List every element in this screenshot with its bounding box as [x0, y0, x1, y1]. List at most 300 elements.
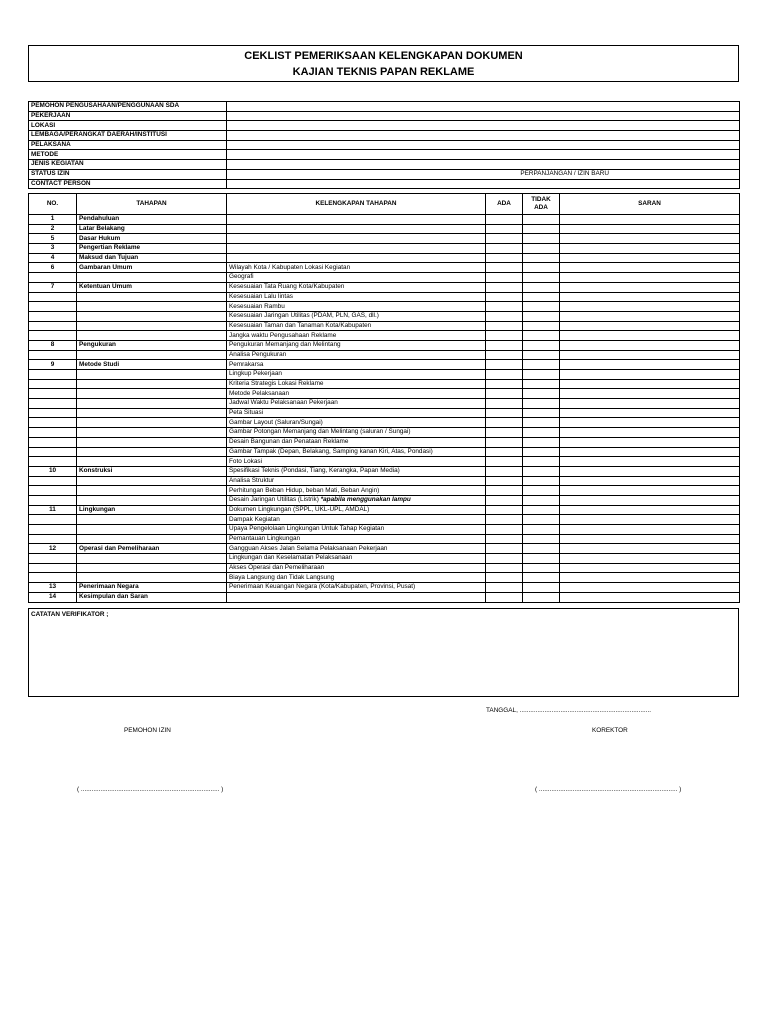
kelengkapan-text: Foto Lokasi — [229, 457, 263, 465]
kelengkapan-text: Dokumen Lingkungan (SPPL, UKL-UPL, AMDAL) — [229, 505, 370, 513]
row-kelengkapan — [227, 360, 486, 370]
kelengkapan-text: Desain Jaringan Utilitas (Listrik) — [229, 496, 319, 504]
row-kelengkapan — [227, 476, 486, 486]
ada-checkbox-cell[interactable] — [486, 302, 523, 312]
row-number: 6 — [29, 263, 77, 273]
verifier-notes-label: CATATAN VERIFIKATOR ; — [31, 611, 109, 618]
row-kelengkapan — [227, 428, 486, 438]
tidak-ada-checkbox-cell[interactable] — [523, 292, 560, 302]
kelengkapan-text: Pemrakarsa — [229, 360, 264, 368]
kelengkapan-text: Geografi — [229, 273, 254, 281]
row-kelengkapan — [227, 418, 486, 428]
row-tahapan — [77, 573, 227, 583]
row-kelengkapan — [227, 466, 486, 476]
kelengkapan-text: Lingkup Pekerjaan — [229, 370, 282, 378]
saran-field[interactable] — [560, 321, 740, 331]
saran-field[interactable] — [560, 389, 740, 399]
checklist-row — [29, 592, 740, 602]
checklist-row — [29, 428, 740, 438]
row-number — [29, 525, 77, 535]
row-number: 9 — [29, 360, 77, 370]
tidak-ada-checkbox-cell[interactable] — [523, 515, 560, 525]
kelengkapan-text: Pengukuran Memanjang dan Melintang — [229, 341, 341, 349]
checklist-header-row — [29, 194, 740, 215]
row-kelengkapan — [227, 534, 486, 544]
checklist-row — [29, 399, 740, 409]
document-title — [28, 45, 739, 82]
tidak-ada-checkbox-cell[interactable] — [523, 253, 560, 263]
saran-field[interactable] — [560, 408, 740, 418]
row-kelengkapan — [227, 592, 486, 602]
checklist-row — [29, 379, 740, 389]
checklist-row — [29, 534, 740, 544]
row-number — [29, 273, 77, 283]
saran-field[interactable] — [560, 370, 740, 380]
saran-field[interactable] — [560, 360, 740, 370]
checklist-row — [29, 253, 740, 263]
kelengkapan-text: Akses Operasi dan Pemeliharaan — [229, 564, 325, 572]
kelengkapan-text: Peta Situasi — [229, 409, 264, 417]
info-label: LOKASI — [29, 121, 227, 131]
saran-field[interactable] — [560, 399, 740, 409]
ada-checkbox-cell[interactable] — [486, 495, 523, 505]
checklist-row — [29, 573, 740, 583]
info-row — [29, 160, 740, 170]
tidak-ada-checkbox-cell[interactable] — [523, 534, 560, 544]
row-tahapan: Latar Belakang — [77, 224, 227, 234]
checklist-row — [29, 505, 740, 515]
info-value-field[interactable] — [227, 179, 740, 189]
row-kelengkapan — [227, 399, 486, 409]
kelengkapan-text: Kesesuaian Rambu — [229, 302, 285, 310]
tidak-ada-checkbox-cell[interactable] — [523, 486, 560, 496]
checklist-row — [29, 292, 740, 302]
verifier-notes-box[interactable] — [28, 608, 739, 697]
checklist-row — [29, 525, 740, 535]
info-label: CONTACT PERSON — [29, 179, 227, 189]
ada-checkbox-cell[interactable] — [486, 321, 523, 331]
ada-checkbox-cell[interactable] — [486, 447, 523, 457]
checklist-row — [29, 340, 740, 350]
info-row — [29, 121, 740, 131]
row-kelengkapan — [227, 282, 486, 292]
tidak-ada-checkbox-cell[interactable] — [523, 583, 560, 593]
row-number — [29, 573, 77, 583]
saran-field[interactable] — [560, 234, 740, 244]
tidak-ada-checkbox-cell[interactable] — [523, 544, 560, 554]
row-tahapan — [77, 292, 227, 302]
row-number — [29, 321, 77, 331]
saran-field[interactable] — [560, 292, 740, 302]
saran-field[interactable] — [560, 495, 740, 505]
tidak-ada-checkbox-cell[interactable] — [523, 379, 560, 389]
ada-checkbox-cell[interactable] — [486, 583, 523, 593]
info-row — [29, 102, 740, 112]
tidak-ada-checkbox-cell[interactable] — [523, 428, 560, 438]
kelengkapan-text: Wilayah Kota / Kabupaten Lokasi Kegiatan — [229, 263, 351, 271]
ada-checkbox-cell[interactable] — [486, 253, 523, 263]
row-tahapan — [77, 428, 227, 438]
applicant-signature-line: ( .............................................................................. ) — [77, 786, 224, 793]
row-kelengkapan — [227, 244, 486, 254]
ada-checkbox-cell[interactable] — [486, 457, 523, 467]
row-number — [29, 437, 77, 447]
saran-field[interactable] — [560, 302, 740, 312]
ada-checkbox-cell[interactable] — [486, 428, 523, 438]
tidak-ada-checkbox-cell[interactable] — [523, 234, 560, 244]
info-label: LEMBAGA/PERANGKAT DAERAH/INSTITUSI — [29, 131, 227, 141]
ada-checkbox-cell[interactable] — [486, 340, 523, 350]
tidak-ada-checkbox-cell[interactable] — [523, 370, 560, 380]
ada-checkbox-cell[interactable] — [486, 592, 523, 602]
tidak-ada-checkbox-cell[interactable] — [523, 437, 560, 447]
info-value-field[interactable] — [227, 150, 740, 160]
row-number — [29, 302, 77, 312]
tidak-ada-checkbox-cell[interactable] — [523, 592, 560, 602]
ada-checkbox-cell[interactable] — [486, 292, 523, 302]
row-tahapan: Konstruksi — [77, 466, 227, 476]
saran-field[interactable] — [560, 215, 740, 225]
title-line-2: KAJIAN TEKNIS PAPAN REKLAME — [292, 66, 475, 78]
saran-field[interactable] — [560, 563, 740, 573]
saran-field[interactable] — [560, 505, 740, 515]
ada-checkbox-cell[interactable] — [486, 408, 523, 418]
saran-field[interactable] — [560, 331, 740, 341]
row-kelengkapan — [227, 495, 486, 505]
row-kelengkapan — [227, 321, 486, 331]
tidak-ada-checkbox-cell[interactable] — [523, 505, 560, 515]
ada-checkbox-cell[interactable] — [486, 389, 523, 399]
ada-checkbox-cell[interactable] — [486, 563, 523, 573]
row-number: 7 — [29, 282, 77, 292]
ada-checkbox-cell[interactable] — [486, 544, 523, 554]
tidak-ada-checkbox-cell[interactable] — [523, 340, 560, 350]
ada-checkbox-cell[interactable] — [486, 466, 523, 476]
ada-checkbox-cell[interactable] — [486, 350, 523, 360]
corrector-signature-line: ( .............................................................................. ) — [535, 786, 682, 793]
saran-field[interactable] — [560, 476, 740, 486]
tidak-ada-checkbox-cell[interactable] — [523, 525, 560, 535]
row-number: 8 — [29, 340, 77, 350]
tidak-ada-checkbox-cell[interactable] — [523, 321, 560, 331]
tidak-ada-checkbox-cell[interactable] — [523, 273, 560, 283]
saran-field[interactable] — [560, 244, 740, 254]
tidak-ada-checkbox-cell[interactable] — [523, 311, 560, 321]
checklist-row — [29, 544, 740, 554]
checklist-row — [29, 234, 740, 244]
saran-field[interactable] — [560, 350, 740, 360]
tidak-ada-checkbox-cell[interactable] — [523, 554, 560, 564]
status-options: PERPANJANGAN / IZIN BARU — [227, 169, 740, 179]
checklist-row — [29, 486, 740, 496]
row-number — [29, 389, 77, 399]
kelengkapan-note: *apabila menggunakan lampu — [320, 496, 411, 504]
ada-checkbox-cell[interactable] — [486, 399, 523, 409]
info-label: PEKERJAAN — [29, 111, 227, 121]
date-line: TANGGAL, .......................................................................... — [486, 707, 652, 714]
saran-field[interactable] — [560, 554, 740, 564]
checklist-row — [29, 224, 740, 234]
row-tahapan: Penerimaan Negara — [77, 583, 227, 593]
ada-checkbox-cell[interactable] — [486, 486, 523, 496]
checklist-row — [29, 476, 740, 486]
kelengkapan-text: Gangguan Akses Jalan Selama Pelaksanaan Pekerjaan — [229, 544, 388, 552]
checklist-row — [29, 273, 740, 283]
kelengkapan-text: Kesesuaian Lalu lintas — [229, 292, 293, 300]
kelengkapan-text: Upaya Pengelolaan Lingkungan Untuk Tahap Kegiatan — [229, 525, 385, 533]
row-tahapan — [77, 525, 227, 535]
saran-field[interactable] — [560, 263, 740, 273]
ada-checkbox-cell[interactable] — [486, 273, 523, 283]
tidak-ada-checkbox-cell[interactable] — [523, 215, 560, 225]
row-tahapan: Gambaran Umum — [77, 263, 227, 273]
row-number — [29, 457, 77, 467]
saran-field[interactable] — [560, 466, 740, 476]
saran-field[interactable] — [560, 273, 740, 283]
row-tahapan: Maksud dan Tujuan — [77, 253, 227, 263]
ada-checkbox-cell[interactable] — [486, 370, 523, 380]
tidak-ada-checkbox-cell[interactable] — [523, 399, 560, 409]
row-number: 2 — [29, 224, 77, 234]
ada-checkbox-cell[interactable] — [486, 234, 523, 244]
tidak-ada-checkbox-cell[interactable] — [523, 447, 560, 457]
saran-field[interactable] — [560, 379, 740, 389]
row-tahapan: Ketentuan Umum — [77, 282, 227, 292]
tidak-ada-checkbox-cell[interactable] — [523, 331, 560, 341]
kelengkapan-text: Lingkungan dan Keselamatan Pelaksanaan — [229, 554, 353, 562]
saran-field[interactable] — [560, 253, 740, 263]
row-number: 1 — [29, 215, 77, 225]
row-kelengkapan — [227, 302, 486, 312]
ada-checkbox-cell[interactable] — [486, 515, 523, 525]
tidak-ada-checkbox-cell[interactable] — [523, 466, 560, 476]
row-kelengkapan — [227, 215, 486, 225]
row-tahapan — [77, 495, 227, 505]
row-kelengkapan — [227, 505, 486, 515]
saran-field[interactable] — [560, 534, 740, 544]
saran-field[interactable] — [560, 544, 740, 554]
info-value-field[interactable] — [227, 111, 740, 121]
tidak-ada-checkbox-cell[interactable] — [523, 244, 560, 254]
row-kelengkapan — [227, 437, 486, 447]
kelengkapan-text: Penerimaan Keuangan Negara (Kota/Kabupaten, Provinsi, Pusat) — [229, 583, 416, 591]
row-tahapan: Operasi dan Pemeliharaan — [77, 544, 227, 554]
row-kelengkapan — [227, 583, 486, 593]
row-kelengkapan — [227, 263, 486, 273]
ada-checkbox-cell[interactable] — [486, 282, 523, 292]
ada-checkbox-cell[interactable] — [486, 418, 523, 428]
checklist-row — [29, 466, 740, 476]
row-tahapan — [77, 515, 227, 525]
saran-field[interactable] — [560, 486, 740, 496]
checklist-row — [29, 583, 740, 593]
checklist-row — [29, 408, 740, 418]
tidak-ada-checkbox-cell[interactable] — [523, 282, 560, 292]
row-kelengkapan — [227, 447, 486, 457]
kelengkapan-text: Desain Bangunan dan Penataan Reklame — [229, 438, 349, 446]
info-label: STATUS IZIN — [29, 169, 227, 179]
row-number: 11 — [29, 505, 77, 515]
ada-checkbox-cell[interactable] — [486, 360, 523, 370]
row-kelengkapan — [227, 486, 486, 496]
row-number — [29, 428, 77, 438]
checklist-row — [29, 331, 740, 341]
ada-checkbox-cell[interactable] — [486, 331, 523, 341]
header-saran: SARAN — [560, 194, 740, 215]
tidak-ada-checkbox-cell[interactable] — [523, 360, 560, 370]
info-value-field[interactable] — [227, 131, 740, 141]
row-tahapan: Lingkungan — [77, 505, 227, 515]
checklist-row — [29, 215, 740, 225]
saran-field[interactable] — [560, 573, 740, 583]
info-value-field[interactable] — [227, 140, 740, 150]
checklist-row — [29, 282, 740, 292]
saran-field[interactable] — [560, 418, 740, 428]
saran-field[interactable] — [560, 437, 740, 447]
saran-field[interactable] — [560, 224, 740, 234]
header-no: NO. — [29, 194, 77, 215]
row-tahapan — [77, 437, 227, 447]
row-tahapan — [77, 476, 227, 486]
checklist-row — [29, 418, 740, 428]
saran-field[interactable] — [560, 447, 740, 457]
row-number: 10 — [29, 466, 77, 476]
row-kelengkapan — [227, 350, 486, 360]
checklist-row — [29, 244, 740, 254]
row-kelengkapan — [227, 515, 486, 525]
row-number — [29, 418, 77, 428]
row-tahapan — [77, 321, 227, 331]
saran-field[interactable] — [560, 340, 740, 350]
title-line-1: CEKLIST PEMERIKSAAN KELENGKAPAN DOKUMEN — [244, 50, 523, 62]
tidak-ada-checkbox-cell[interactable] — [523, 418, 560, 428]
kelengkapan-text: Dampak Kegiatan — [229, 515, 280, 523]
row-tahapan — [77, 408, 227, 418]
row-kelengkapan — [227, 340, 486, 350]
ada-checkbox-cell[interactable] — [486, 311, 523, 321]
tidak-ada-checkbox-cell[interactable] — [523, 563, 560, 573]
info-value-field[interactable] — [227, 102, 740, 112]
row-number — [29, 331, 77, 341]
row-kelengkapan — [227, 292, 486, 302]
kelengkapan-text: Jangka waktu Pengusahaan Reklame — [229, 331, 337, 339]
kelengkapan-text: Kesesuaian Tata Ruang Kota/Kabupaten — [229, 283, 345, 291]
saran-field[interactable] — [560, 311, 740, 321]
row-number — [29, 515, 77, 525]
row-kelengkapan — [227, 370, 486, 380]
ada-checkbox-cell[interactable] — [486, 476, 523, 486]
row-number — [29, 447, 77, 457]
kelengkapan-text: Metode Pelaksanaan — [229, 389, 290, 397]
info-row — [29, 131, 740, 141]
tidak-ada-checkbox-cell[interactable] — [523, 224, 560, 234]
row-tahapan: Pengukuran — [77, 340, 227, 350]
ada-checkbox-cell[interactable] — [486, 379, 523, 389]
saran-field[interactable] — [560, 282, 740, 292]
kelengkapan-text: Analisa Pengukuran — [229, 350, 287, 358]
row-number — [29, 370, 77, 380]
tidak-ada-checkbox-cell[interactable] — [523, 457, 560, 467]
checklist-row — [29, 515, 740, 525]
saran-field[interactable] — [560, 457, 740, 467]
row-kelengkapan — [227, 234, 486, 244]
row-number — [29, 534, 77, 544]
info-value-field[interactable] — [227, 160, 740, 170]
row-kelengkapan — [227, 408, 486, 418]
tidak-ada-checkbox-cell[interactable] — [523, 263, 560, 273]
saran-field[interactable] — [560, 583, 740, 593]
row-kelengkapan — [227, 544, 486, 554]
row-number — [29, 379, 77, 389]
checklist-row — [29, 495, 740, 505]
tidak-ada-checkbox-cell[interactable] — [523, 495, 560, 505]
kelengkapan-text: Kriteria Strategis Lokasi Reklame — [229, 380, 324, 388]
row-kelengkapan — [227, 311, 486, 321]
row-tahapan — [77, 486, 227, 496]
header-tahapan: TAHAPAN — [77, 194, 227, 215]
ada-checkbox-cell[interactable] — [486, 505, 523, 515]
ada-checkbox-cell[interactable] — [486, 215, 523, 225]
row-kelengkapan — [227, 573, 486, 583]
row-number — [29, 350, 77, 360]
ada-checkbox-cell[interactable] — [486, 525, 523, 535]
row-number — [29, 495, 77, 505]
saran-field[interactable] — [560, 525, 740, 535]
ada-checkbox-cell[interactable] — [486, 437, 523, 447]
checklist-row — [29, 302, 740, 312]
saran-field[interactable] — [560, 515, 740, 525]
row-kelengkapan — [227, 331, 486, 341]
row-number: 4 — [29, 253, 77, 263]
ada-checkbox-cell[interactable] — [486, 554, 523, 564]
info-label: PEMOHON PENGUSAHAAN/PENGGUNAAN SDA — [29, 102, 227, 112]
row-tahapan — [77, 350, 227, 360]
tidak-ada-checkbox-cell[interactable] — [523, 573, 560, 583]
row-tahapan — [77, 379, 227, 389]
ada-checkbox-cell[interactable] — [486, 244, 523, 254]
checklist-row — [29, 389, 740, 399]
row-number — [29, 408, 77, 418]
tidak-ada-checkbox-cell[interactable] — [523, 408, 560, 418]
checklist-row — [29, 563, 740, 573]
row-number — [29, 292, 77, 302]
ada-checkbox-cell[interactable] — [486, 573, 523, 583]
tidak-ada-checkbox-cell[interactable] — [523, 302, 560, 312]
info-value-field[interactable] — [227, 121, 740, 131]
checklist-row — [29, 321, 740, 331]
ada-checkbox-cell[interactable] — [486, 534, 523, 544]
ada-checkbox-cell[interactable] — [486, 263, 523, 273]
saran-field[interactable] — [560, 428, 740, 438]
tidak-ada-checkbox-cell[interactable] — [523, 350, 560, 360]
row-tahapan — [77, 311, 227, 321]
saran-field[interactable] — [560, 592, 740, 602]
row-tahapan — [77, 554, 227, 564]
row-tahapan — [77, 389, 227, 399]
row-kelengkapan — [227, 389, 486, 399]
row-number — [29, 476, 77, 486]
row-kelengkapan — [227, 224, 486, 234]
ada-checkbox-cell[interactable] — [486, 224, 523, 234]
tidak-ada-checkbox-cell[interactable] — [523, 476, 560, 486]
row-tahapan — [77, 447, 227, 457]
kelengkapan-text: Pemantauan Lingkungan — [229, 535, 301, 543]
tidak-ada-checkbox-cell[interactable] — [523, 389, 560, 399]
kelengkapan-text: Gambar Potongan Memanjang dan Melintang (saluran / Sungai) — [229, 428, 411, 436]
row-tahapan: Pendahuluan — [77, 215, 227, 225]
info-row — [29, 169, 740, 179]
corrector-signature-label: KOREKTOR — [592, 727, 628, 734]
